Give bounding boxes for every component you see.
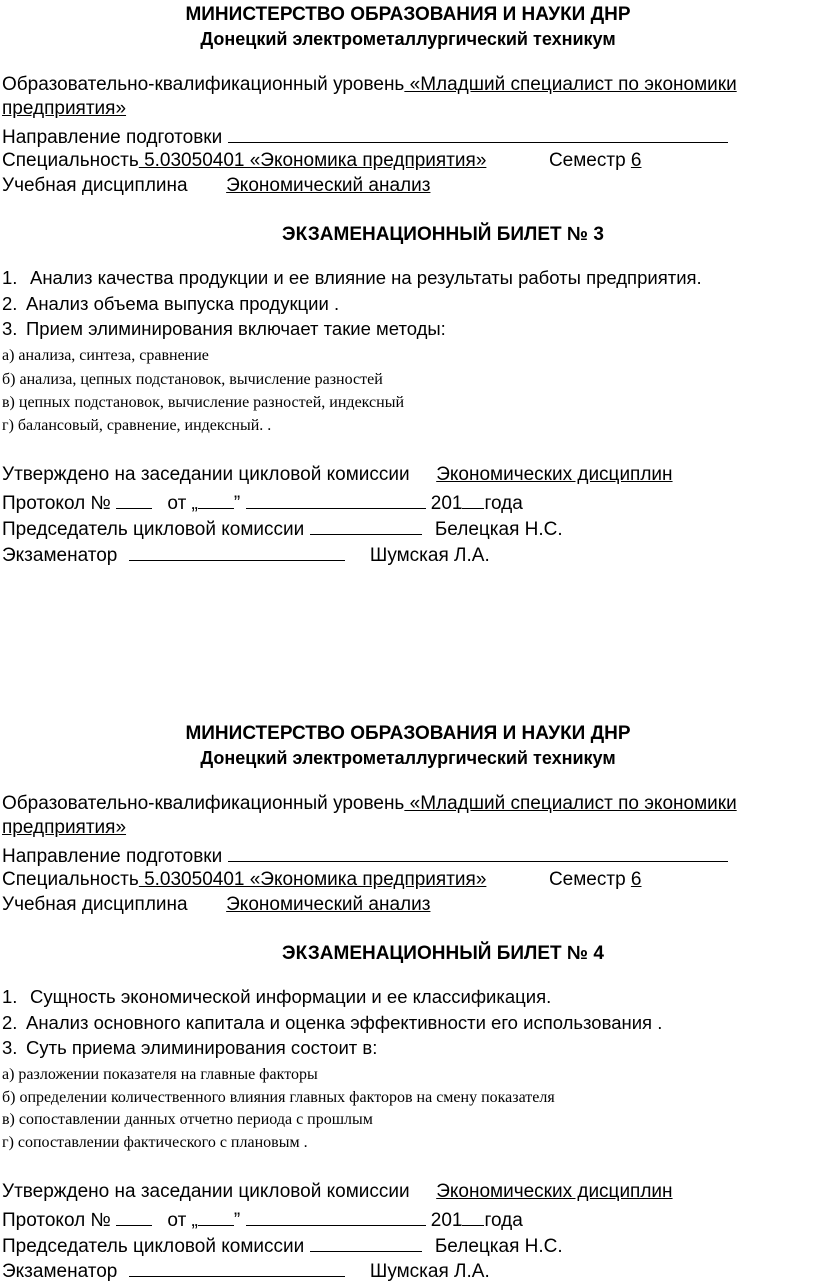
approved-value: Экономических дисциплин [436,464,673,485]
question-2: 2. Анализ объема выпуска продукции . [2,293,340,314]
option-a: а) разложении показателя на главные факторы [2,1066,318,1083]
option-b: б) анализа, цепных подстановок, вычисление разностей [2,371,383,388]
option-d: г) балансовый, сравнение, индексный. . [2,417,272,434]
direction-row [2,843,728,869]
discipline-row [2,893,430,917]
chair-row [2,516,563,542]
direction-row [2,124,728,150]
level-row [2,73,737,97]
question-3: 3. Прием элиминирования включает такие методы: [2,318,446,339]
chair-label: Председатель цикловой комиссии [2,1236,305,1257]
level-value-continued: предприятия» [2,98,127,119]
question-1: 1. Анализ качества продукции и ее влияние на результаты работы предприятия. [2,267,702,288]
specialty-row [2,149,642,173]
approved-row [2,1180,673,1204]
protocol-label: Протокол № [2,1210,111,1231]
semester-label: Семестр [548,869,626,890]
chair-label: Председатель цикловой комиссии [2,519,305,540]
discipline-value: Экономический анализ [226,894,431,915]
specialty-row [2,868,642,892]
direction-label: Направление подготовки [2,127,223,148]
discipline-label: Учебная дисциплина [2,894,188,915]
option-c: в) сопоставлении данных отчетно периода с прошлым [2,1111,373,1128]
specialty-label: Специальность [2,150,139,171]
examiner-signature-blank [129,1258,345,1277]
ministry-heading: МИНИСТЕРСТВО ОБРАЗОВАНИЯ И НАУКИ ДНР [185,723,631,744]
ticket-title: ЭКЗАМЕНАЦИОННЫЙ БИЛЕТ № 3 [282,224,604,245]
option-c: в) цепных подстановок, вычисление разностей, индексный [2,394,405,411]
protocol-year-blank [462,1207,484,1226]
level-label: Образовательно-квалификационный уровень [2,74,405,95]
level-value: «Младший специалист по экономики [404,74,737,95]
examiner-label: Экзаменатор [2,1261,118,1282]
option-d: г) сопоставлении фактического с плановым . [2,1134,308,1151]
option-a: а) анализа, синтеза, сравнение [2,347,209,364]
protocol-label: Протокол № [2,493,111,514]
question-3: 3. Суть приема элиминирования состоит в: [2,1037,378,1058]
approved-label: Утверждено на заседании цикловой комиссии [2,1181,410,1202]
chair-signature-blank [310,1233,422,1252]
discipline-value: Экономический анализ [226,175,431,196]
examiner-name: Шумская Л.А. [369,545,490,566]
direction-label: Направление подготовки [2,846,223,867]
question-1: 1. Сущность экономической информации и ее классификация. [2,986,552,1007]
semester-value: 6 [630,869,642,890]
ministry-heading: МИНИСТЕРСТВО ОБРАЗОВАНИЯ И НАУКИ ДНР [185,4,631,25]
protocol-day-blank [198,490,234,509]
level-value: «Младший специалист по экономики [404,793,737,814]
level-label: Образовательно-квалификационный уровень [2,793,405,814]
examiner-signature-blank [129,542,345,561]
protocol-number-blank [116,1207,152,1226]
specialty-value: 5.03050401 «Экономика предприятия» [138,150,487,171]
protocol-row: Протокол № от „ ” 201 года [2,490,523,516]
examiner-row [2,542,490,568]
examiner-row [2,1258,490,1284]
direction-blank [228,843,728,862]
semester-value: 6 [630,150,642,171]
specialty-label: Специальность [2,869,139,890]
approved-value: Экономических дисциплин [436,1181,673,1202]
approved-row [2,463,673,487]
school-heading: Донецкий электрометаллургический техникум [200,29,616,49]
specialty-value: 5.03050401 «Экономика предприятия» [138,869,487,890]
chair-name: Белецкая Н.С. [434,1236,563,1257]
protocol-row: Протокол № от „ ” 201 года [2,1207,523,1233]
chair-row [2,1233,563,1259]
examiner-name: Шумская Л.А. [369,1261,490,1282]
approved-label: Утверждено на заседании цикловой комиссии [2,464,410,485]
level-value-continued: предприятия» [2,817,127,838]
level-row [2,792,737,816]
examiner-label: Экзаменатор [2,545,118,566]
semester-label: Семестр [548,150,626,171]
protocol-month-blank [246,1207,426,1226]
question-2: 2. Анализ основного капитала и оценка эффективности его использования . [2,1012,663,1033]
option-b: б) определении количественного влияния главных факторов на смену показателя [2,1089,555,1106]
protocol-year-blank [462,490,484,509]
discipline-row [2,174,430,198]
protocol-month-blank [246,490,426,509]
school-heading: Донецкий электрометаллургический техникум [200,748,616,768]
discipline-label: Учебная дисциплина [2,175,188,196]
direction-blank [228,124,728,143]
protocol-number-blank [116,490,152,509]
protocol-day-blank [198,1207,234,1226]
ticket-title: ЭКЗАМЕНАЦИОННЫЙ БИЛЕТ № 4 [282,943,604,964]
chair-signature-blank [310,516,422,535]
chair-name: Белецкая Н.С. [434,519,563,540]
